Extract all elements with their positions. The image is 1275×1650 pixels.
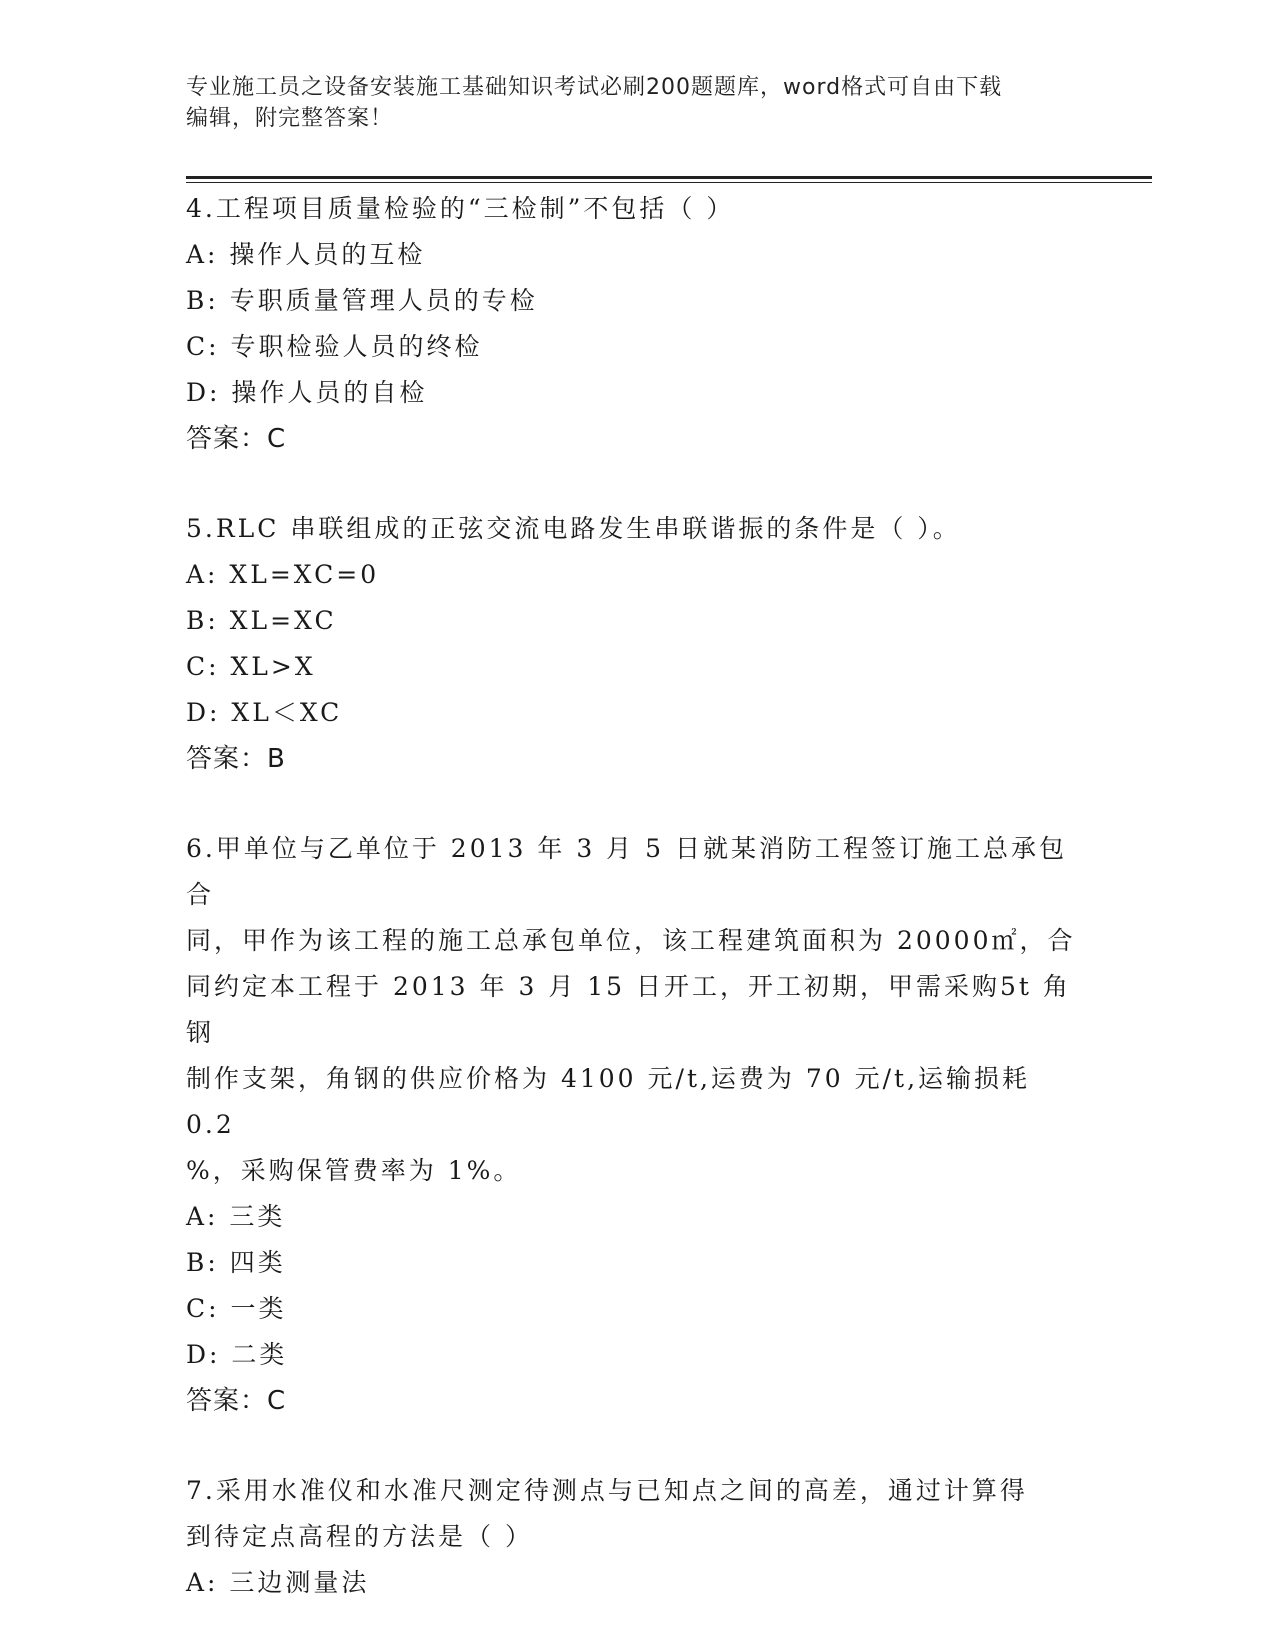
question-spacer	[186, 462, 1086, 506]
question-spacer	[186, 782, 1086, 826]
option-c: C: 专职检验人员的终检	[186, 332, 483, 361]
option-b: B: 专职质量管理人员的专检	[186, 286, 538, 315]
header-line-1: 专业施工员之设备安装施工基础知识考试必刷200题题库，word格式可自由下载	[186, 75, 1003, 100]
header-divider-thin	[186, 182, 1152, 183]
option-c: C: 一类	[186, 1294, 287, 1323]
question-stem: 5.RLC 串联组成的正弦交流电路发生串联谐振的条件是（ ）。	[186, 514, 961, 543]
option-a: A: XL=XC=0	[186, 560, 380, 589]
stem-line: 6.甲单位与乙单位于 2013 年 3 月 5 日就某消防工程签订施工总承包合	[186, 834, 1067, 909]
option-a: A: 操作人员的互检	[186, 240, 426, 269]
question-spacer	[186, 1424, 1086, 1468]
option-d: D: 操作人员的自检	[186, 378, 428, 407]
option-a: A: 三类	[186, 1202, 286, 1231]
question-6	[186, 826, 1086, 1424]
option-a: A: 三边测量法	[186, 1568, 370, 1597]
stem-line: 制作支架，角钢的供应价格为 4100 元/t,运费为 70 元/t,运输损耗 0.2	[186, 1064, 1031, 1139]
answer-line: 答案：C	[186, 424, 287, 454]
option-d: D: XL＜XC	[186, 698, 343, 727]
question-list	[186, 186, 1086, 1606]
stem-line: 同，甲作为该工程的施工总承包单位，该工程建筑面积为 20000㎡，合	[186, 926, 1076, 955]
stem-line: 同约定本工程于 2013 年 3 月 15 日开工，开工初期，甲需采购5t 角钢	[186, 972, 1071, 1047]
stem-line: 7.采用水准仪和水准尺测定待测点与已知点之间的高差，通过计算得	[186, 1476, 1028, 1505]
question-stem: 4.工程项目质量检验的“三检制”不包括（ ）	[186, 194, 735, 223]
answer-line: 答案：C	[186, 1386, 287, 1416]
question-5	[186, 506, 1086, 782]
stem-line: %，采购保管费率为 1%。	[186, 1156, 522, 1185]
answer-line: 答案：B	[186, 744, 286, 774]
header-line-2: 编辑，附完整答案！	[186, 106, 394, 131]
document-header	[186, 72, 1086, 134]
question-7	[186, 1468, 1086, 1606]
question-4	[186, 186, 1086, 462]
option-d: D: 二类	[186, 1340, 288, 1369]
question-stem	[186, 1468, 1086, 1560]
option-b: B: 四类	[186, 1248, 286, 1277]
header-divider-thick	[186, 176, 1152, 179]
option-b: B: XL=XC	[186, 606, 337, 635]
option-c: C: XL>X	[186, 652, 316, 681]
question-stem	[186, 826, 1086, 1194]
stem-line: 到待定点高程的方法是（ ）	[186, 1522, 533, 1551]
